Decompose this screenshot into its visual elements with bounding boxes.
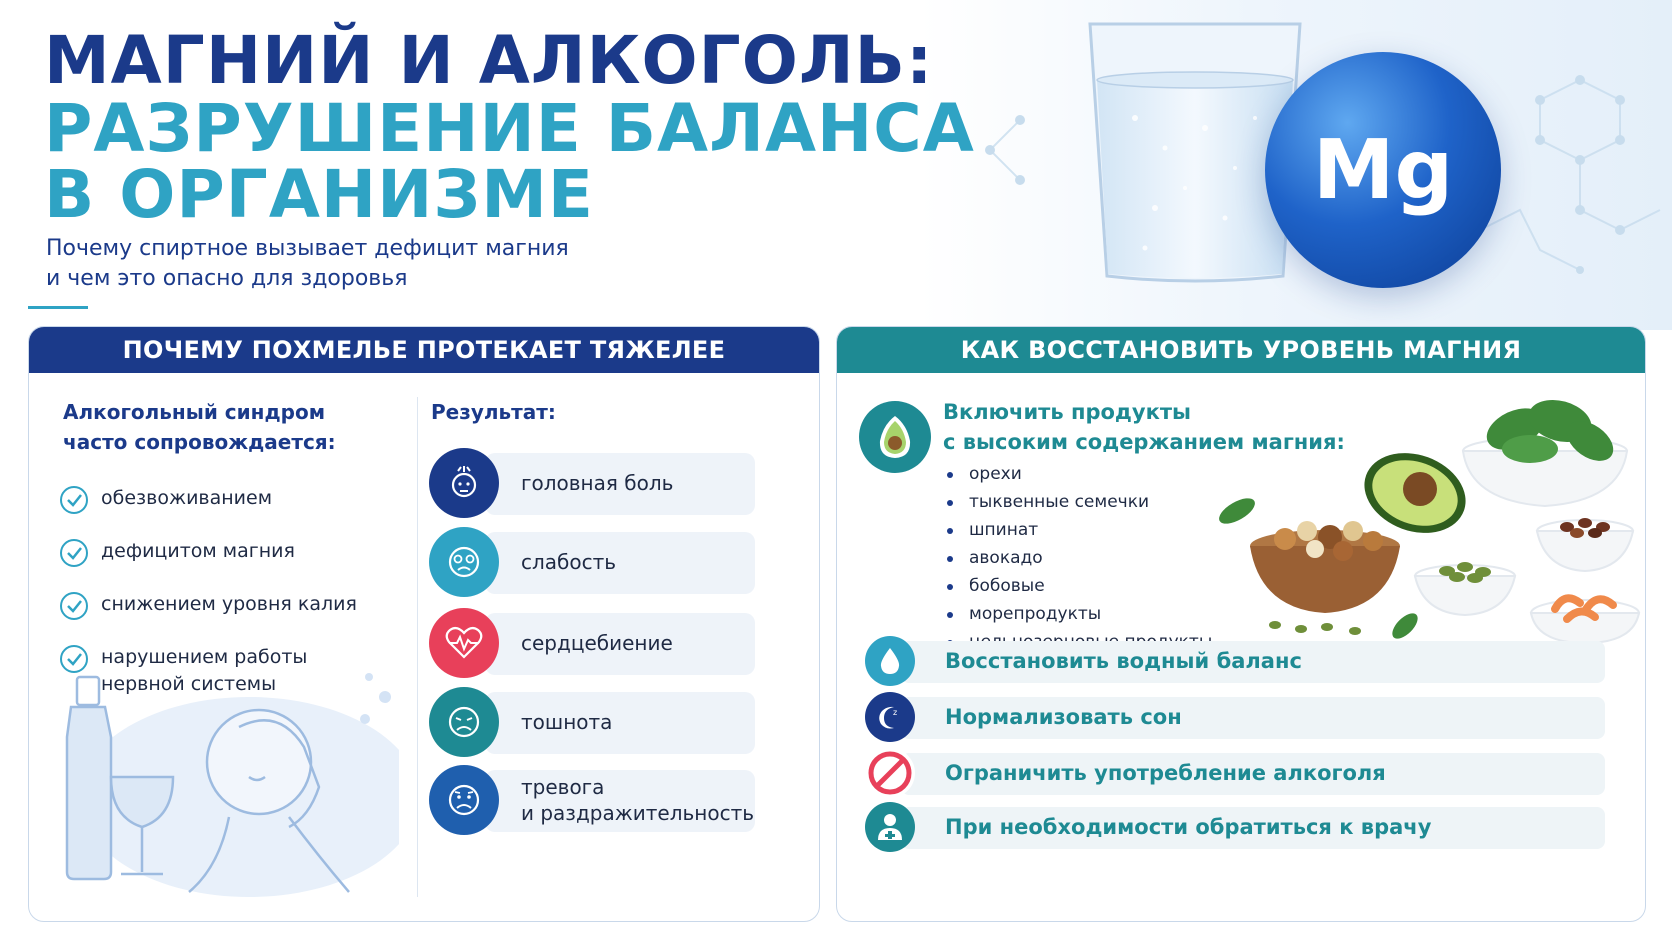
page-title-line2: РАЗРУШЕНИЕ БАЛАНСА	[44, 90, 975, 167]
result-item	[429, 451, 769, 515]
prohibited-icon	[865, 748, 915, 798]
result-label: сердцебиение	[521, 631, 673, 655]
result-item	[429, 690, 769, 754]
syndrome-item-label-line2: нервной системы	[101, 673, 277, 695]
result-label: тошнота	[521, 710, 613, 734]
recovery-panel-title: КАК ВОССТАНОВИТЬ УРОВЕНЬ МАГНИЯ	[837, 327, 1645, 373]
tip-label: Ограничить употребление алкоголя	[945, 761, 1386, 785]
check-circle-icon	[59, 591, 89, 621]
result-label-line2: и раздражительность	[521, 801, 755, 825]
syndrome-heading-line1: Алкогольный синдром	[63, 400, 326, 424]
food-item: авокадо	[943, 544, 1212, 572]
syndrome-heading	[63, 397, 336, 457]
dizzy-face-icon	[429, 527, 499, 597]
water-drop-icon	[865, 636, 915, 686]
magnesium-sphere	[1265, 52, 1501, 288]
food-item: бобовые	[943, 572, 1212, 600]
tip-item	[865, 695, 1610, 739]
syndrome-item-label-line1: нарушением работы	[101, 646, 308, 668]
result-item	[429, 768, 769, 832]
anxious-face-icon	[429, 765, 499, 835]
syndrome-item-label: снижением уровня калия	[101, 593, 357, 615]
tip-label: При необходимости обратиться к врачу	[945, 815, 1432, 839]
subtitle-line1: Почему спиртное вызывает дефицит магния	[46, 236, 569, 261]
page-title-line3: В ОРГАНИЗМЕ	[44, 156, 595, 233]
food-item: морепродукты	[943, 600, 1212, 628]
result-label: головная боль	[521, 471, 674, 495]
page-subtitle	[46, 234, 569, 294]
magnesium-foods-illustration	[1215, 381, 1643, 643]
syndrome-item	[59, 485, 399, 515]
tip-item	[865, 639, 1610, 683]
result-item	[429, 611, 769, 675]
tip-label: Нормализовать сон	[945, 705, 1182, 729]
panel-divider	[417, 397, 418, 897]
hangover-panel	[28, 326, 820, 922]
syndrome-item	[59, 538, 399, 568]
hangover-panel-title: ПОЧЕМУ ПОХМЕЛЬЕ ПРОТЕКАЕТ ТЯЖЕЛЕЕ	[29, 327, 819, 373]
result-heading: Результат:	[431, 400, 556, 424]
avocado-icon	[859, 401, 931, 473]
page-title-line1: МАГНИЙ И АЛКОГОЛЬ:	[44, 22, 934, 99]
tip-label: Восстановить водный баланс	[945, 649, 1302, 673]
food-item: тыквенные семечки	[943, 488, 1212, 516]
mg-symbol: Mg	[1312, 122, 1454, 218]
food-item: орехи	[943, 460, 1212, 488]
check-circle-icon	[59, 485, 89, 515]
syndrome-heading-line2: часто сопровождается:	[63, 430, 336, 454]
syndrome-item	[59, 591, 399, 621]
doctor-icon	[865, 802, 915, 852]
food-item: шпинат	[943, 516, 1212, 544]
recovery-panel	[836, 326, 1646, 922]
food-list	[943, 460, 1212, 656]
heartbeat-icon	[429, 608, 499, 678]
syndrome-item-label: дефицитом магния	[101, 540, 295, 562]
nausea-face-icon	[429, 687, 499, 757]
result-item	[429, 530, 769, 594]
tip-item	[865, 805, 1610, 849]
syndrome-item-label: обезвоживанием	[101, 487, 273, 509]
food-heading-line1: Включить продукты	[943, 400, 1191, 424]
result-label-line1: тревога	[521, 775, 605, 799]
title-underline	[28, 306, 88, 309]
result-label	[521, 774, 754, 826]
hangover-illustration	[49, 667, 399, 907]
check-circle-icon	[59, 538, 89, 568]
result-label: слабость	[521, 550, 617, 574]
food-heading-line2: с высоким содержанием магния:	[943, 430, 1345, 454]
subtitle-line2: и чем это опасно для здоровья	[46, 266, 408, 291]
headache-icon	[429, 448, 499, 518]
tip-item	[865, 751, 1610, 795]
moon-icon	[865, 692, 915, 742]
svg-text:z: z	[893, 708, 898, 717]
